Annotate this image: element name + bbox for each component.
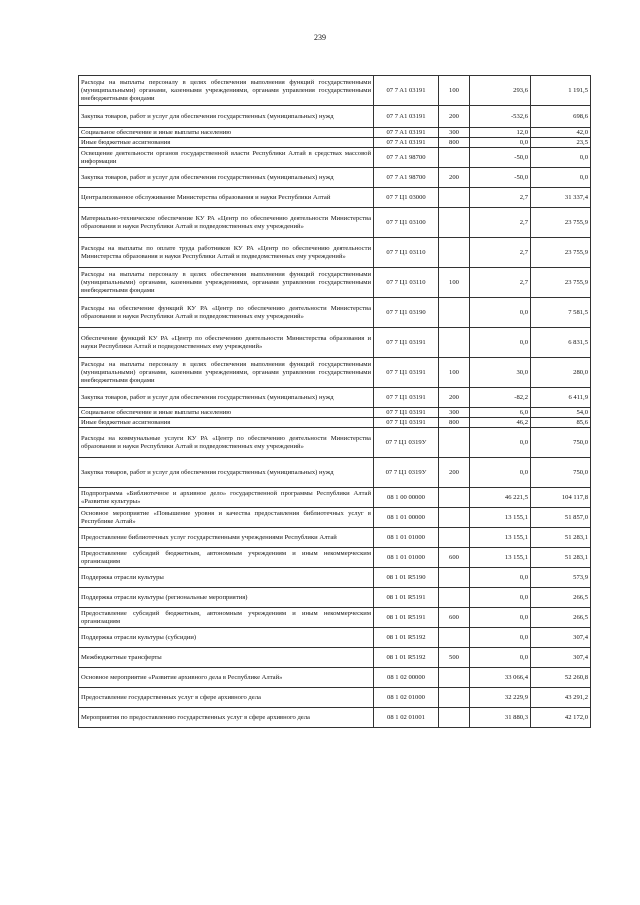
row-change: 12,0 — [470, 128, 531, 138]
row-expense-type: 800 — [439, 138, 470, 148]
row-expense-type — [439, 298, 470, 328]
table-row — [79, 268, 591, 298]
row-total: 266,5 — [531, 588, 591, 608]
row-code: 07 7 Ц1 03191 — [374, 328, 439, 358]
row-total: 23 755,9 — [531, 268, 591, 298]
row-change: 2,7 — [470, 238, 531, 268]
row-change: 0,0 — [470, 328, 531, 358]
row-total: 51 283,1 — [531, 548, 591, 568]
row-description: Предоставление субсидий бюджетным, автономным учреждениям и иным некоммерческим организациям — [79, 608, 374, 628]
row-total: 0,0 — [531, 148, 591, 168]
row-change: 0,0 — [470, 428, 531, 458]
row-expense-type — [439, 148, 470, 168]
row-expense-type — [439, 708, 470, 728]
row-total: 307,4 — [531, 628, 591, 648]
row-total: 23 755,9 — [531, 208, 591, 238]
row-description: Мероприятия по предоставлению государственных услуг в сфере архивного дела — [79, 708, 374, 728]
row-change: 0,0 — [470, 628, 531, 648]
row-expense-type: 200 — [439, 106, 470, 128]
row-total: 698,6 — [531, 106, 591, 128]
row-change: 46,2 — [470, 418, 531, 428]
row-description: Расходы на обеспечение функций КУ РА «Центр по обеспечению деятельности Министерства образования и науки Республики Алтай и подведомственных ему учреждений» — [79, 298, 374, 328]
row-description: Закупка товаров, работ и услуг для обеспечения государственных (муниципальных) нужд — [79, 388, 374, 408]
row-description: Предоставление библиотечных услуг государственными учреждениями Республики Алтай — [79, 528, 374, 548]
row-expense-type: 100 — [439, 76, 470, 106]
row-description: Централизованное обслуживание Министерства образования и науки Республики Алтай — [79, 188, 374, 208]
row-total: 51 857,0 — [531, 508, 591, 528]
row-code: 07 7 A1 03191 — [374, 106, 439, 128]
row-description: Закупка товаров, работ и услуг для обеспечения государственных (муниципальных) нужд — [79, 458, 374, 488]
row-total: 42 172,0 — [531, 708, 591, 728]
row-description: Расходы на коммунальные услуги КУ РА «Центр по обеспечению деятельности Министерства образования и науки Республики Алтай и подведомственных ему учреждений» — [79, 428, 374, 458]
table-row — [79, 418, 591, 428]
row-total: 31 337,4 — [531, 188, 591, 208]
table-row — [79, 188, 591, 208]
row-total: 573,9 — [531, 568, 591, 588]
row-code: 07 7 Ц1 03110 — [374, 268, 439, 298]
row-code: 07 7 Ц1 03110 — [374, 238, 439, 268]
row-description: Поддержка отрасли культуры — [79, 568, 374, 588]
row-total: 6 411,9 — [531, 388, 591, 408]
table-row — [79, 358, 591, 388]
row-change: 0,0 — [470, 458, 531, 488]
page-number: 239 — [314, 33, 326, 42]
row-change: 0,0 — [470, 648, 531, 668]
row-change: 0,0 — [470, 138, 531, 148]
row-description: Обеспечение функций КУ РА «Центр по обеспечению деятельности Министерства образования и науки Республики Алтай и подведомственных ему учреждений» — [79, 328, 374, 358]
row-total: 7 581,5 — [531, 298, 591, 328]
row-change: 0,0 — [470, 568, 531, 588]
table-row — [79, 208, 591, 238]
row-total: 85,6 — [531, 418, 591, 428]
row-code: 08 1 01 R5191 — [374, 588, 439, 608]
row-expense-type — [439, 428, 470, 458]
row-code: 07 7 Ц1 03191 — [374, 358, 439, 388]
budget-table — [78, 75, 591, 728]
row-description: Социальное обеспечение и иные выплаты населению — [79, 128, 374, 138]
table-row — [79, 488, 591, 508]
row-description: Материально-техническое обеспечение КУ РА «Центр по обеспечению деятельности Министерства образования и науки Республики Алтай и подведомственных ему учреждений» — [79, 208, 374, 238]
table-row — [79, 408, 591, 418]
table-row — [79, 688, 591, 708]
row-description: Основное мероприятие «Развитие архивного дела в Республике Алтай» — [79, 668, 374, 688]
row-code: 07 7 A1 03191 — [374, 128, 439, 138]
table-row — [79, 508, 591, 528]
row-expense-type — [439, 208, 470, 238]
row-total: 54,0 — [531, 408, 591, 418]
row-expense-type — [439, 328, 470, 358]
table-row — [79, 128, 591, 138]
row-description: Освещение деятельности органов государственной власти Республики Алтай в средствах массовой информации — [79, 148, 374, 168]
row-code: 07 7 Ц1 03191 — [374, 408, 439, 418]
row-expense-type: 800 — [439, 418, 470, 428]
row-expense-type: 100 — [439, 268, 470, 298]
row-change: 31 880,3 — [470, 708, 531, 728]
row-expense-type: 500 — [439, 648, 470, 668]
row-total: 43 291,2 — [531, 688, 591, 708]
row-total: 307,4 — [531, 648, 591, 668]
table-row — [79, 76, 591, 106]
row-description: Закупка товаров, работ и услуг для обеспечения государственных (муниципальных) нужд — [79, 106, 374, 128]
row-total: 280,0 — [531, 358, 591, 388]
row-change: 13 155,1 — [470, 508, 531, 528]
row-total: 23 755,9 — [531, 238, 591, 268]
table-row — [79, 458, 591, 488]
row-expense-type: 100 — [439, 358, 470, 388]
row-total: 1 191,5 — [531, 76, 591, 106]
row-expense-type — [439, 628, 470, 648]
row-code: 08 1 02 01001 — [374, 708, 439, 728]
row-code: 08 1 01 01000 — [374, 548, 439, 568]
row-total: 0,0 — [531, 168, 591, 188]
row-code: 07 7 Ц1 03191 — [374, 388, 439, 408]
row-total: 51 283,1 — [531, 528, 591, 548]
row-change: 6,0 — [470, 408, 531, 418]
row-expense-type — [439, 588, 470, 608]
row-code: 07 7 Ц1 03000 — [374, 188, 439, 208]
row-change: -82,2 — [470, 388, 531, 408]
row-expense-type — [439, 488, 470, 508]
row-expense-type: 300 — [439, 408, 470, 418]
row-description: Иные бюджетные ассигнования — [79, 138, 374, 148]
row-description: Межбюджетные трансферты — [79, 648, 374, 668]
row-expense-type — [439, 188, 470, 208]
table-row — [79, 628, 591, 648]
row-change: 2,7 — [470, 188, 531, 208]
row-total: 23,5 — [531, 138, 591, 148]
table-row — [79, 298, 591, 328]
row-expense-type: 600 — [439, 608, 470, 628]
table-row — [79, 568, 591, 588]
row-description: Иные бюджетные ассигнования — [79, 418, 374, 428]
row-code: 08 1 01 R5192 — [374, 628, 439, 648]
table-row — [79, 528, 591, 548]
row-code: 08 1 01 R5192 — [374, 648, 439, 668]
row-description: Поддержка отрасли культуры (субсидии) — [79, 628, 374, 648]
row-total: 104 117,8 — [531, 488, 591, 508]
row-change: 13 155,1 — [470, 528, 531, 548]
row-code: 07 7 A1 98700 — [374, 168, 439, 188]
row-expense-type — [439, 238, 470, 268]
row-total: 266,5 — [531, 608, 591, 628]
row-code: 07 7 A1 98700 — [374, 148, 439, 168]
row-code: 07 7 Ц1 03190 — [374, 298, 439, 328]
row-total: 750,0 — [531, 428, 591, 458]
row-expense-type: 200 — [439, 388, 470, 408]
row-total: 42,0 — [531, 128, 591, 138]
row-total: 6 831,5 — [531, 328, 591, 358]
row-change: -532,6 — [470, 106, 531, 128]
table-row — [79, 588, 591, 608]
row-change: 13 155,1 — [470, 548, 531, 568]
row-change: 32 229,9 — [470, 688, 531, 708]
row-change: -50,0 — [470, 168, 531, 188]
row-change: 0,0 — [470, 298, 531, 328]
table-row — [79, 548, 591, 568]
row-code: 07 7 A1 03191 — [374, 76, 439, 106]
row-code: 07 7 A1 03191 — [374, 138, 439, 148]
row-description: Расходы на выплаты персоналу в целях обеспечения выполнения функций государственными (муниципальными) органами, казенными учреждениями, органами управления государственными внебюджетными фондами — [79, 268, 374, 298]
row-expense-type: 200 — [439, 168, 470, 188]
table-row — [79, 238, 591, 268]
table-row — [79, 668, 591, 688]
row-description: Расходы на выплаты по оплате труда работников КУ РА «Центр по обеспечению деятельности Министерства образования и науки Республики Алтай и подведомственных ему учреждений» — [79, 238, 374, 268]
row-code: 07 7 Ц1 03191 — [374, 418, 439, 428]
row-description: Расходы на выплаты персоналу в целях обеспечения выполнения функций государственными (муниципальными) органами, казенными учреждениями, органами управления государственными внебюджетными фондами — [79, 76, 374, 106]
row-expense-type — [439, 508, 470, 528]
row-expense-type — [439, 688, 470, 708]
row-description: Основное мероприятие «Повышение уровня и качества предоставления библиотечных услуг в Республике Алтай» — [79, 508, 374, 528]
row-expense-type: 200 — [439, 458, 470, 488]
row-description: Подпрограмма «Библиотечное и архивное дело» государственной программы Республики Алтай «Развитие культуры» — [79, 488, 374, 508]
row-code: 08 1 01 R5190 — [374, 568, 439, 588]
row-code: 08 1 01 00000 — [374, 508, 439, 528]
row-description: Предоставление субсидий бюджетным, автономным учреждениям и иным некоммерческим организациям — [79, 548, 374, 568]
row-change: 293,6 — [470, 76, 531, 106]
table-row — [79, 328, 591, 358]
row-code: 08 1 01 R5191 — [374, 608, 439, 628]
row-change: -50,0 — [470, 148, 531, 168]
row-expense-type: 300 — [439, 128, 470, 138]
row-description: Поддержка отрасли культуры (региональные мероприятия) — [79, 588, 374, 608]
row-code: 08 1 01 01000 — [374, 528, 439, 548]
row-code: 08 1 02 01000 — [374, 688, 439, 708]
table-row — [79, 168, 591, 188]
row-expense-type: 600 — [439, 548, 470, 568]
table-row — [79, 608, 591, 628]
row-change: 33 066,4 — [470, 668, 531, 688]
row-description: Социальное обеспечение и иные выплаты населению — [79, 408, 374, 418]
row-expense-type — [439, 668, 470, 688]
row-change: 2,7 — [470, 268, 531, 298]
table-row — [79, 148, 591, 168]
row-code: 07 7 Ц1 03100 — [374, 208, 439, 238]
row-code: 07 7 Ц1 0319У — [374, 428, 439, 458]
row-description: Предоставление государственных услуг в сфере архивного дела — [79, 688, 374, 708]
row-change: 0,0 — [470, 608, 531, 628]
row-description: Расходы на выплаты персоналу в целях обеспечения выполнения функций государственными (муниципальными) органами, казенными учреждениями, органами управления государственными внебюджетными фондами — [79, 358, 374, 388]
row-code: 08 1 02 00000 — [374, 668, 439, 688]
table-row — [79, 648, 591, 668]
row-code: 08 1 00 00000 — [374, 488, 439, 508]
row-expense-type — [439, 528, 470, 548]
row-code: 07 7 Ц1 0319У — [374, 458, 439, 488]
table-row — [79, 106, 591, 128]
row-expense-type — [439, 568, 470, 588]
row-change: 2,7 — [470, 208, 531, 238]
row-change: 30,0 — [470, 358, 531, 388]
table-row — [79, 138, 591, 148]
row-total: 52 260,8 — [531, 668, 591, 688]
row-total: 750,0 — [531, 458, 591, 488]
row-description: Закупка товаров, работ и услуг для обеспечения государственных (муниципальных) нужд — [79, 168, 374, 188]
table-row — [79, 388, 591, 408]
row-change: 46 221,5 — [470, 488, 531, 508]
table-row — [79, 428, 591, 458]
table-row — [79, 708, 591, 728]
row-change: 0,0 — [470, 588, 531, 608]
